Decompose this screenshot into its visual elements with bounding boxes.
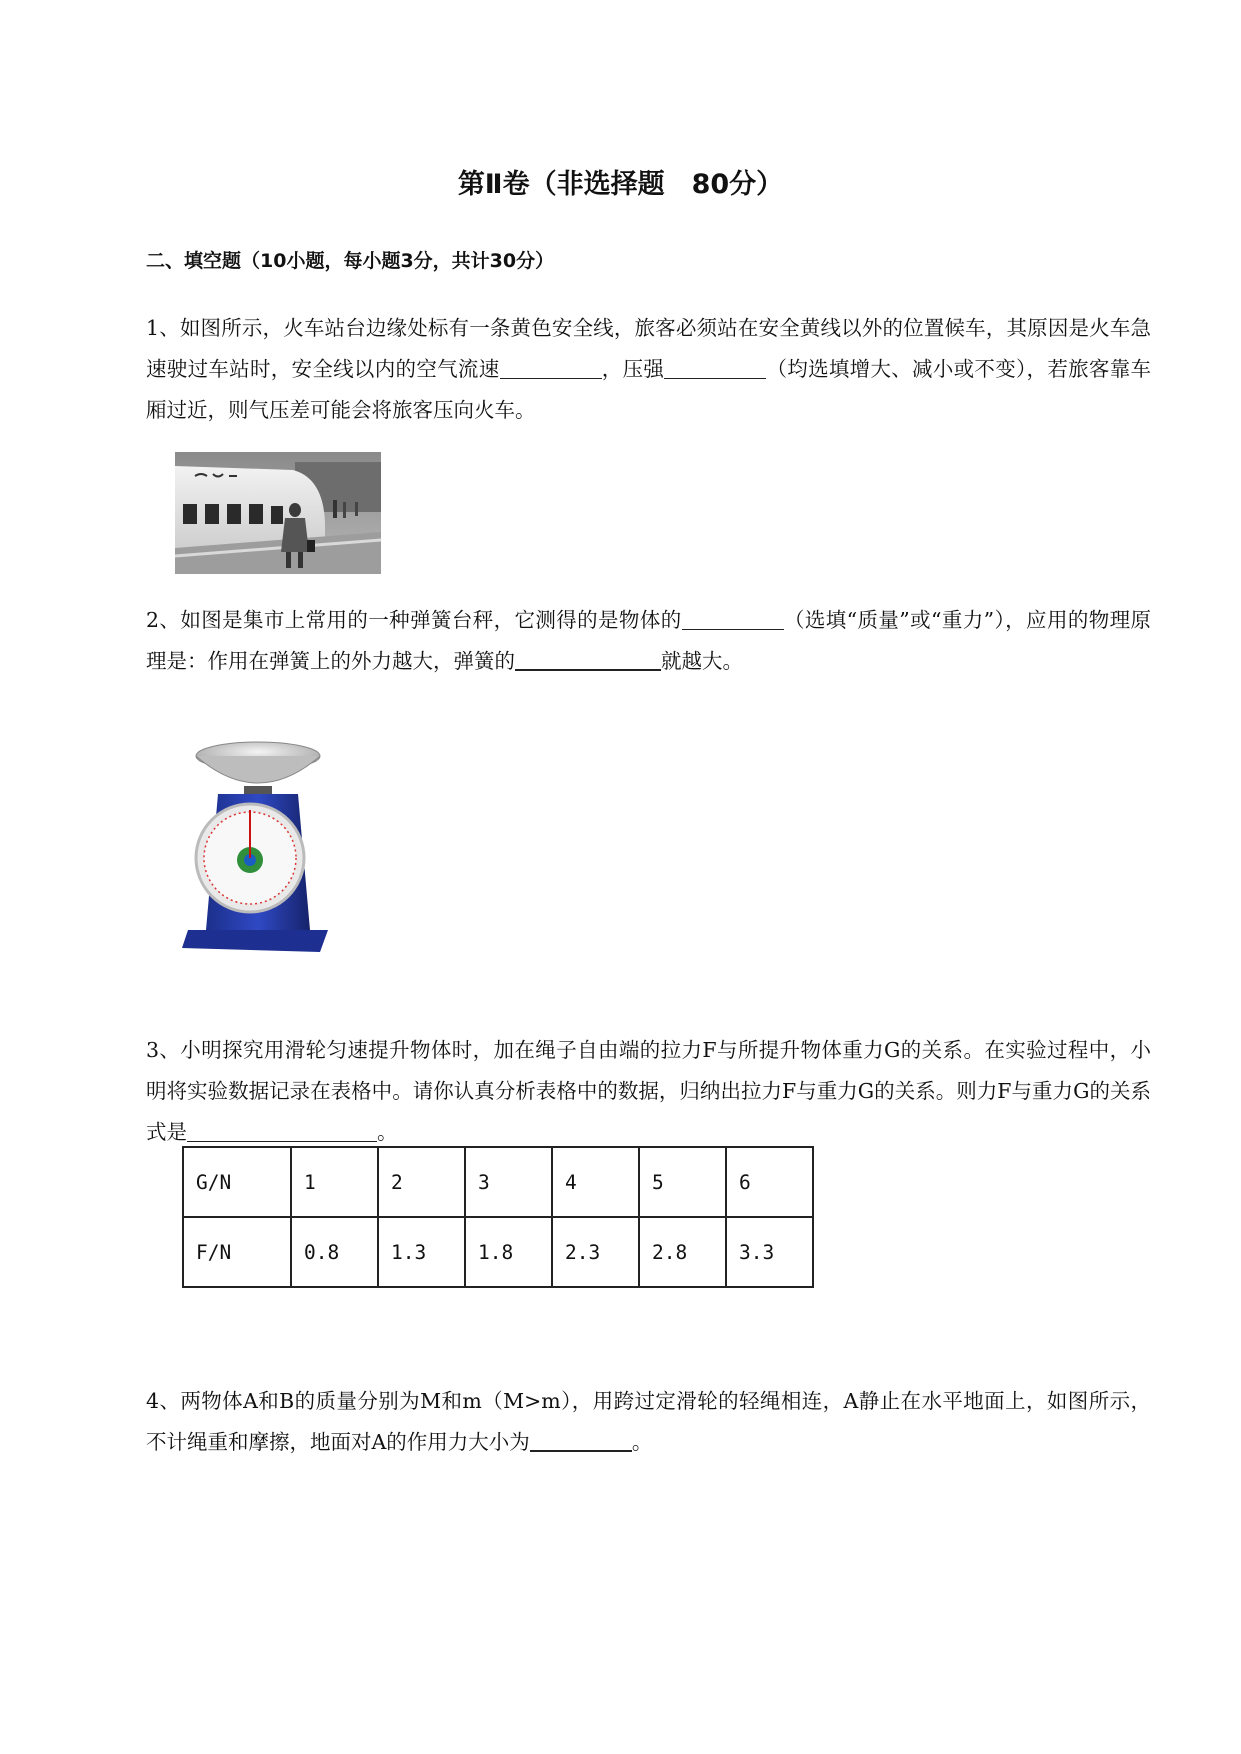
table-cell: 0.8 (291, 1217, 378, 1287)
question-4-text-a: 4、两物体A和B的质量分别为M和m（M>m），用跨过定滑轮的轻绳相连，A静止在水平地面上，如图所示，不计绳重和摩擦，地面对A的作用力大小为 (146, 1389, 1151, 1454)
question-2-text-a: 2、如图是集市上常用的一种弹簧台秤，它测得的是物体的 (146, 608, 682, 632)
answer-blank-2a[interactable] (682, 605, 784, 630)
table-cell: 2 (378, 1147, 465, 1217)
answer-blank-2b[interactable] (515, 645, 661, 671)
question-2-text-b: （选填“质量”或“重力”），应用的物理原理是：作用在弹簧上的外力越大，弹簧的 (146, 608, 1151, 673)
answer-blank-1b[interactable] (664, 354, 766, 379)
question-4 (146, 1381, 1151, 1463)
spring-scale-photo (178, 730, 338, 966)
table-cell: 2.8 (639, 1217, 726, 1287)
table-cell: 6 (726, 1147, 813, 1217)
table-cell: 1.3 (378, 1217, 465, 1287)
question-4-text-b: 。 (631, 1430, 653, 1454)
table-cell: 3 (465, 1147, 552, 1217)
table-cell: 4 (552, 1147, 639, 1217)
answer-blank-3[interactable] (187, 1117, 377, 1142)
table-cell: 2.3 (552, 1217, 639, 1287)
table-row (183, 1217, 813, 1287)
table-row (183, 1147, 813, 1217)
table-cell: G/N (183, 1147, 291, 1217)
data-table (182, 1146, 814, 1288)
question-3 (146, 1030, 1151, 1153)
question-1 (146, 308, 1151, 431)
question-1-text-c: （均选填增大、减小或不变），若旅客靠车厢过近，则气压差可能会将旅客压向火车。 (146, 357, 1152, 422)
table-cell: 1 (291, 1147, 378, 1217)
table-cell: F/N (183, 1217, 291, 1287)
train-platform-photo (175, 452, 381, 574)
question-1-text-b: ，压强 (601, 357, 665, 381)
table-cell: 3.3 (726, 1217, 813, 1287)
question-3-text-b: 。 (377, 1120, 398, 1144)
question-2-text-c: 就越大。 (661, 649, 743, 673)
answer-blank-4[interactable] (530, 1426, 632, 1452)
page-title: 第Ⅱ卷（非选择题 80分） (457, 169, 784, 200)
question-1-text-a: 1、如图所示，火车站台边缘处标有一条黄色安全线，旅客必须站在安全黄线以外的位置候车，其原因是火车急速驶过车站时，安全线以内的空气流速 (146, 316, 1151, 381)
section-heading: 二、填空题（10小题，每小题3分，共计30分） (146, 250, 555, 272)
question-3-text-a: 3、小明探究用滑轮匀速提升物体时，加在绳子自由端的拉力F与所提升物体重力G的关系。在实验过程中，小明将实验数据记录在表格中。请你认真分析表格中的数据，归纳出拉力F与重力G的关系。则力F与重力G的关系式是 (146, 1038, 1151, 1144)
answer-blank-1a[interactable] (500, 354, 602, 379)
table-cell: 5 (639, 1147, 726, 1217)
question-2 (146, 600, 1151, 682)
table-cell: 1.8 (465, 1217, 552, 1287)
